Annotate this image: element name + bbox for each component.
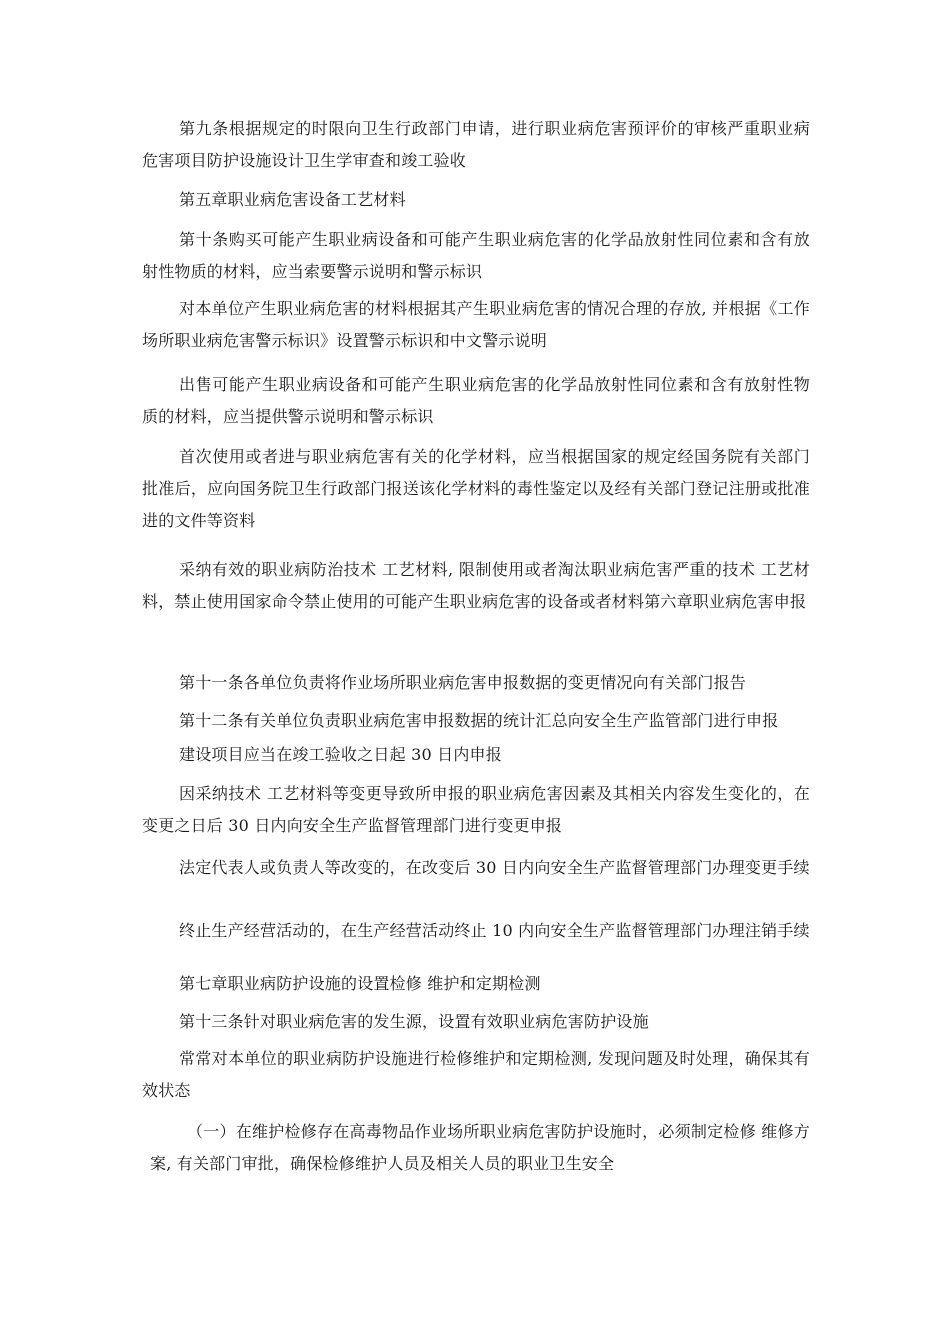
paragraph-article-12: 第十二条有关单位负责职业病危害申报数据的统计汇总向安全生产监管部门进行申报 [179, 711, 779, 730]
paragraph-article-11: 第十一条各单位负责将作业场所职业病危害申报数据的变更情况向有关部门报告 [179, 673, 747, 692]
paragraph-article-9: 第九条根据规定的时限向卫生行政部门申请，进行职业病危害预评价的审核严重职业病危害项目防护设施设计卫生学审查和竣工验收 [142, 119, 810, 170]
paragraph-representative-change: 法定代表人或负责人等改变的，在改变后 30 日内向安全生产监督管理部门办理变更手续 [179, 858, 810, 877]
paragraph-material-storage: 对本单位产生职业病危害的材料根据其产生职业病危害的情况合理的存放, 并根据《工作场所职业病危害警示标识》设置警示标识和中文警示说明 [142, 299, 810, 350]
paragraph-article-13: 第十三条针对职业病危害的发生源，设置有效职业病危害防护设施 [179, 1012, 649, 1031]
paragraph-termination: 终止生产经营活动的，在生产经营活动终止 10 内向安全生产监督管理部门办理注销手续 [179, 921, 810, 940]
paragraph-maintenance: 常常对本单位的职业病防护设施进行检修维护和定期检测, 发现问题及时处理，确保其有效状态 [142, 1049, 810, 1100]
paragraph-material-sales: 出售可能产生职业病设备和可能产生职业病危害的化学品放射性同位素和含有放射性物质的材料，应当提供警示说明和警示标识 [142, 375, 810, 426]
paragraph-construction-report: 建设项目应当在竣工验收之日起 30 日内申报 [179, 745, 502, 764]
paragraph-chemical-approval: 首次使用或者进与职业病危害有关的化学材料，应当根据国家的规定经国务院有关部门批准后，应向国务院卫生行政部门报送该化学材料的毒性鉴定以及经有关部门登记注册或批准进的文件等资料 [142, 447, 810, 530]
heading-chapter-5: 第五章职业病危害设备工艺材料 [179, 190, 406, 209]
paragraph-item-1: （一）在维护检修存在高毒物品作业场所职业病危害防护设施时，必须制定检修 维修方案, 有关部门审批，确保检修维护人员及相关人员的职业卫生安全 [150, 1122, 810, 1173]
paragraph-article-10: 第十条购买可能产生职业病设备和可能产生职业病危害的化学品放射性同位素和含有放射性物质的材料，应当索要警示说明和警示标识 [142, 230, 810, 281]
paragraph-change-report: 因采纳技术 工艺材料等变更导致所申报的职业病危害因素及其相关内容发生变化的，在变更之日后 30 日内向安全生产监督管理部门进行变更申报 [142, 784, 810, 835]
paragraph-technology-adoption: 采纳有效的职业病防治技术 工艺材料, 限制使用或者淘汰职业病危害严重的技术 工艺材料，禁止使用国家命令禁止使用的可能产生职业病危害的设备或者材料第六章职业病危害申报 [142, 560, 810, 611]
heading-chapter-7: 第七章职业病防护设施的设置检修 维护和定期检测 [179, 974, 541, 993]
